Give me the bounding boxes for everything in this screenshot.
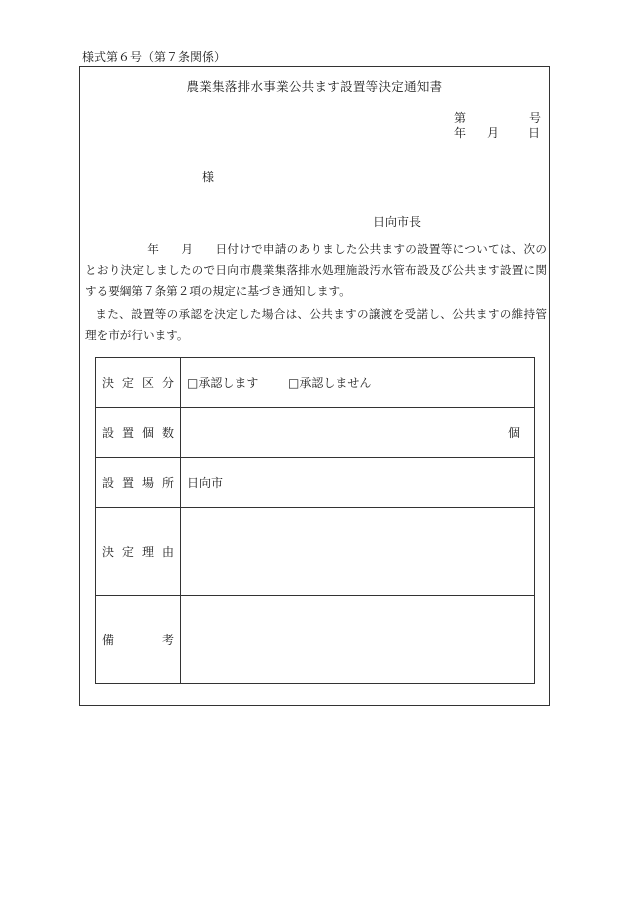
document-title: 農業集落排水事業公共ます設置等決定通知書	[186, 79, 443, 94]
remarks-value[interactable]	[181, 596, 535, 684]
install-count-label: 設 置 個 数	[96, 408, 181, 458]
table-row	[96, 596, 535, 684]
approve-checkbox[interactable]: □承認します	[187, 376, 259, 390]
addressee-suffix: 様	[202, 170, 215, 184]
para2-body: また、設置等の承認を決定した場合は、公共ますの譲渡を受諾し、公共ますの維持管理を市が行います。	[85, 307, 547, 342]
form-number-label: 様式第６号（第７条関係）	[82, 50, 227, 64]
date-day: 日	[528, 126, 541, 140]
number-prefix: 第	[454, 111, 467, 125]
table-row	[96, 458, 535, 508]
decision-table	[95, 357, 535, 684]
decision-type-value	[181, 358, 535, 408]
decision-reason-value[interactable]	[181, 508, 535, 596]
reject-checkbox[interactable]: □承認しません	[288, 376, 372, 390]
notice-paragraph-1	[85, 239, 547, 302]
install-location-value[interactable]: 日向市	[181, 458, 535, 508]
issuer-name: 日向市長	[373, 215, 422, 229]
notice-paragraph-2	[85, 304, 547, 346]
para-year: 年	[147, 242, 160, 256]
date-year: 年	[454, 126, 467, 140]
install-count-value[interactable]	[181, 408, 535, 458]
decision-reason-label: 決 定 理 由	[96, 508, 181, 596]
decision-type-label: 決 定 区 分	[96, 358, 181, 408]
remarks-label: 備 考	[96, 596, 181, 684]
para-body: 日付けで申請のありました公共ますの設置等については、次のとおり決定しましたので日向市農業集落排水処理施設汚水管布設及び公共ます設置に関する要綱第７条第２項の規定に基づき通知します。	[85, 242, 547, 298]
table-row	[96, 408, 535, 458]
para-month: 月	[181, 242, 194, 256]
install-location-label: 設 置 場 所	[96, 458, 181, 508]
table-row	[96, 358, 535, 408]
date-month: 月	[487, 126, 500, 140]
notice-frame	[79, 66, 550, 706]
count-unit: 個	[507, 426, 520, 440]
number-suffix: 号	[529, 111, 542, 125]
table-row	[96, 508, 535, 596]
